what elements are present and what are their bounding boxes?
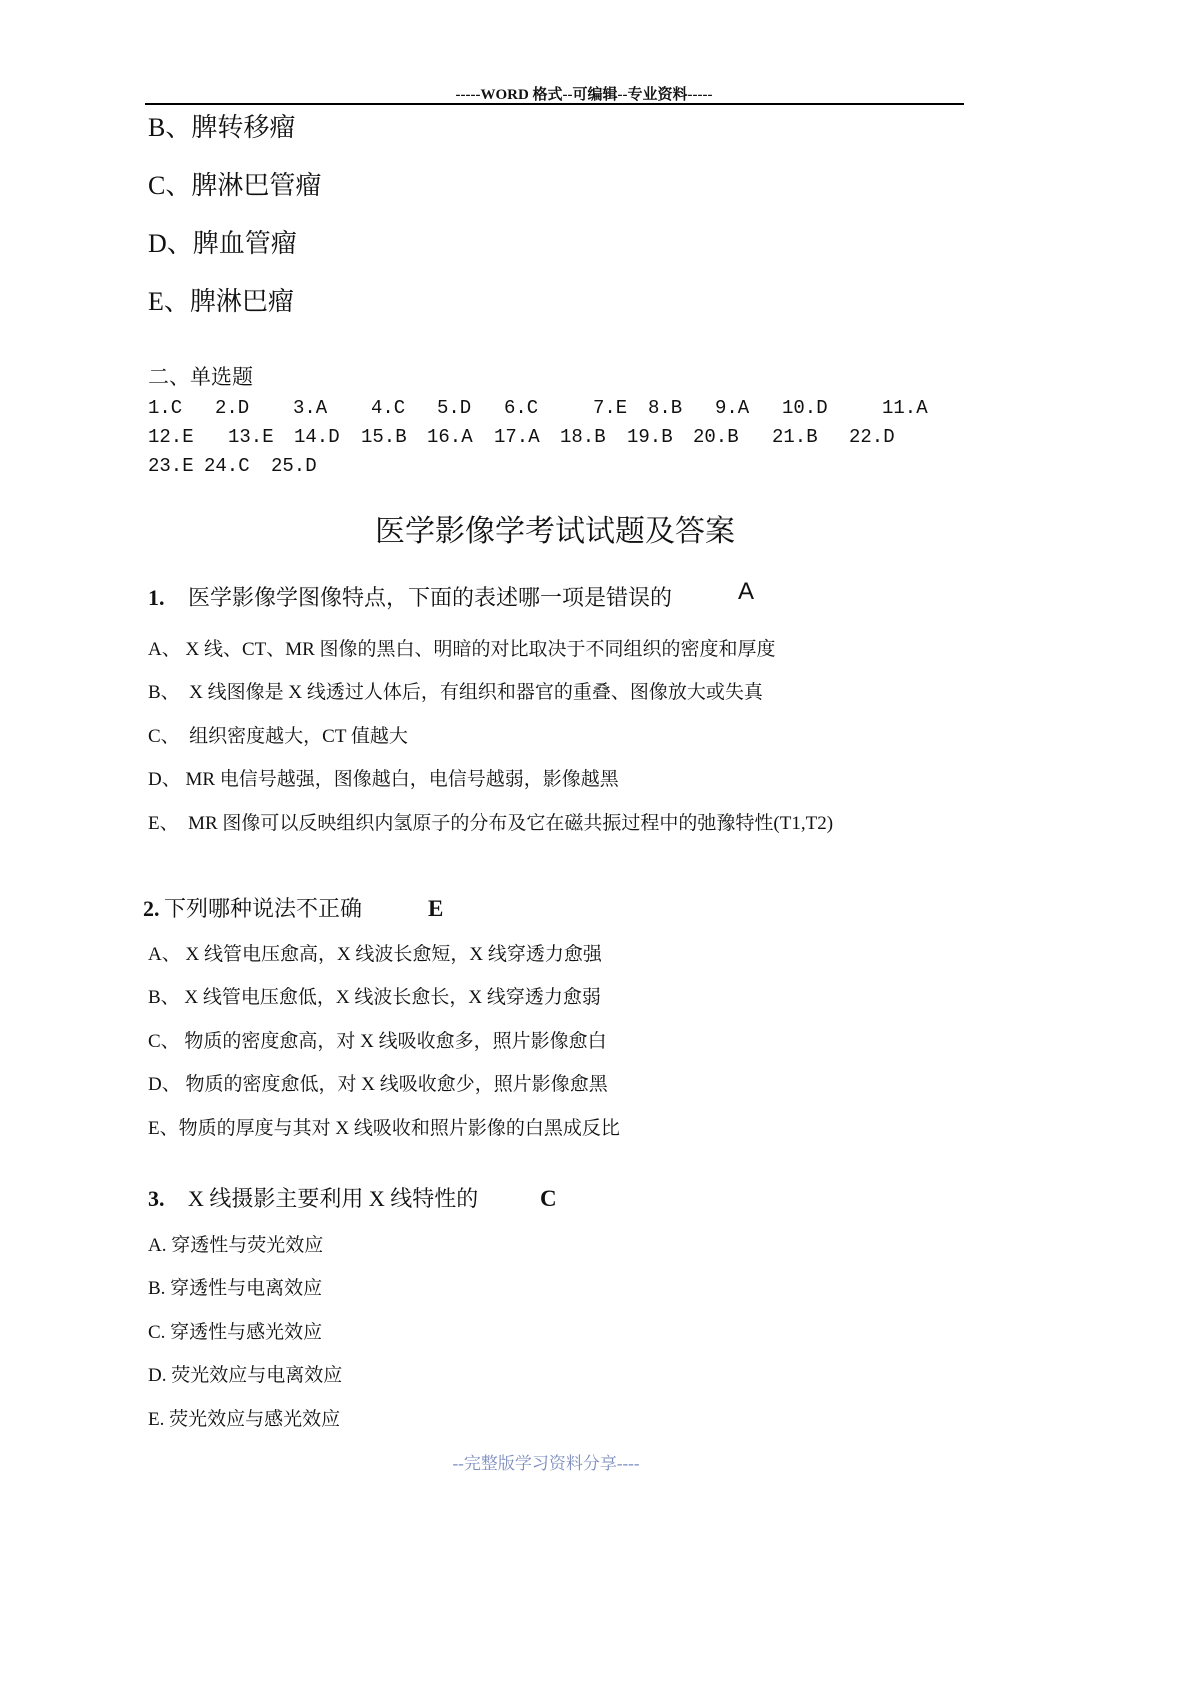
- prev-question-option-d: D、脾血管瘤: [148, 229, 297, 258]
- exam-title: 医学影像学考试试题及答案: [375, 515, 735, 548]
- question-3-option-e: E. 荧光效应与感光效应: [148, 1409, 341, 1430]
- answer-key-item: 4.C: [371, 397, 406, 419]
- prev-question-option-e: E、脾淋巴瘤: [148, 287, 294, 316]
- answer-key-item: 20.B: [693, 426, 739, 448]
- page-header-text: -----WORD 格式--可编辑--专业资料-----: [455, 87, 713, 103]
- answer-key-item: 6.C: [504, 397, 539, 419]
- answer-key-item: 17.A: [494, 426, 540, 448]
- answer-key-item: 21.B: [772, 426, 818, 448]
- answer-key-item: 19.B: [627, 426, 673, 448]
- question-3-answer: C: [540, 1186, 557, 1211]
- answer-key-item: 25.D: [271, 455, 317, 477]
- question-3-stem: X 线摄影主要利用 X 线特性的: [188, 1186, 479, 1211]
- page-footer-text: --完整版学习资料分享----: [452, 1454, 640, 1473]
- question-3-number: 3.: [148, 1186, 165, 1211]
- answer-key-item: 12.E: [148, 426, 194, 448]
- question-2-option-b: B、 X 线管电压愈低，X 线波长愈长，X 线穿透力愈弱: [148, 987, 601, 1008]
- answer-key-item: 9.A: [715, 397, 750, 419]
- answer-key-item: 11.A: [882, 397, 928, 419]
- prev-question-option-b: B、脾转移瘤: [148, 113, 296, 142]
- question-1-number: 1.: [148, 585, 165, 610]
- answer-key-item: 16.A: [427, 426, 473, 448]
- answer-key-heading: 二、单选题: [148, 365, 253, 389]
- question-2-number: 2.: [143, 896, 160, 921]
- answer-key-item: 13.E: [228, 426, 274, 448]
- answer-key-item: 14.D: [294, 426, 340, 448]
- question-1-option-c: C、 组织密度越大，CT 值越大: [148, 726, 408, 747]
- question-2-option-e: E、物质的厚度与其对 X 线吸收和照片影像的白黑成反比: [148, 1118, 620, 1139]
- question-3-option-a: A. 穿透性与荧光效应: [148, 1235, 324, 1256]
- question-1-option-e: E、 MR 图像可以反映组织内氢原子的分布及它在磁共振过程中的弛豫特性(T1,T2): [148, 813, 834, 834]
- question-1-option-a: A、 X 线、CT、MR 图像的黑白、明暗的对比取决于不同组织的密度和厚度: [148, 639, 776, 660]
- question-3-option-c: C. 穿透性与感光效应: [148, 1322, 323, 1343]
- answer-key-item: 3.A: [293, 397, 328, 419]
- prev-question-option-c: C、脾淋巴管瘤: [148, 171, 322, 200]
- answer-key-item: 1.C: [148, 397, 183, 419]
- answer-key-item: 24.C: [204, 455, 250, 477]
- answer-key-item: 10.D: [782, 397, 828, 419]
- answer-key-item: 15.B: [361, 426, 407, 448]
- question-2-option-a: A、 X 线管电压愈高，X 线波长愈短，X 线穿透力愈强: [148, 944, 602, 965]
- question-2-answer: E: [428, 896, 444, 921]
- question-1-answer: A: [738, 578, 755, 605]
- answer-key-item: 22.D: [849, 426, 895, 448]
- question-1-option-d: D、 MR 电信号越强，图像越白，电信号越弱，影像越黑: [148, 769, 619, 790]
- question-1-stem: 医学影像学图像特点，下面的表述哪一项是错误的: [188, 585, 673, 610]
- answer-key-item: 2.D: [215, 397, 250, 419]
- question-3-option-d: D. 荧光效应与电离效应: [148, 1365, 343, 1386]
- answer-key-item: 18.B: [560, 426, 606, 448]
- answer-key-item: 7.E: [593, 397, 628, 419]
- answer-key-item: 5.D: [437, 397, 472, 419]
- question-2-option-c: C、 物质的密度愈高，对 X 线吸收愈多，照片影像愈白: [148, 1031, 607, 1052]
- question-2-stem: 下列哪种说法不正确: [164, 896, 363, 921]
- answer-key-item: 8.B: [648, 397, 683, 419]
- question-1-option-b: B、 X 线图像是 X 线透过人体后，有组织和器官的重叠、图像放大或失真: [148, 682, 763, 703]
- question-2-option-d: D、 物质的密度愈低，对 X 线吸收愈少，照片影像愈黑: [148, 1074, 608, 1095]
- header-rule: [145, 103, 964, 105]
- answer-key-item: 23.E: [148, 455, 194, 477]
- question-3-option-b: B. 穿透性与电离效应: [148, 1278, 323, 1299]
